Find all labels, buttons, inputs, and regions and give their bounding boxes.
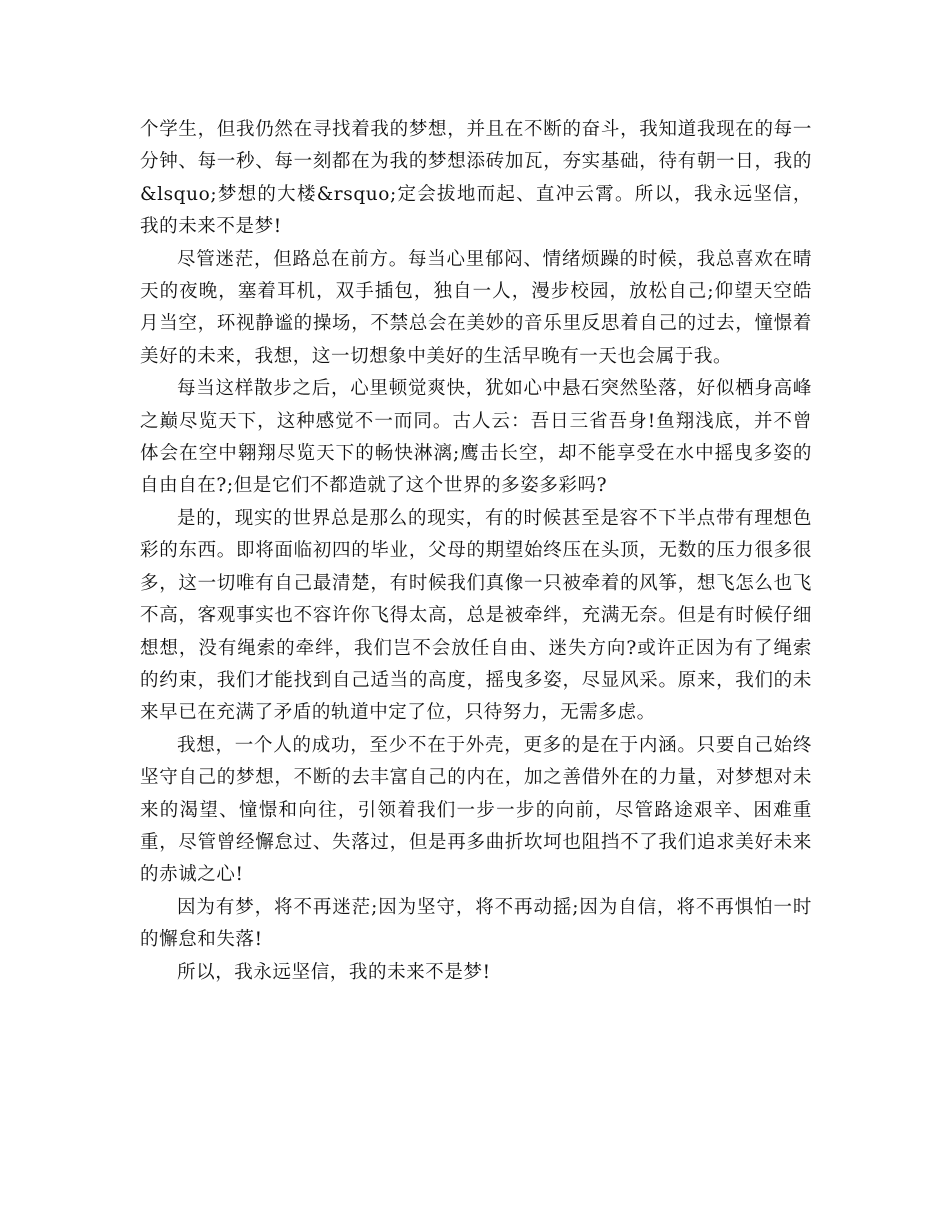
paragraph-2: 尽管迷茫，但路总在前方。每当心里郁闷、情绪烦躁的时候，我总喜欢在晴天的夜晚，塞着耳机，双手插包，独自一人，漫步校园，放松自己;仰望天空皓月当空，环视静谧的操场，不禁总会在美妙的音乐里反思着自己的过去，憧憬着美好的未来，我想，这一切想象中美好的生活早晚有一天也会属于我。: [140, 248, 812, 367]
paragraph-3: 每当这样散步之后，心里顿觉爽快，犹如心中悬石突然坠落，好似栖身高峰之巅尽览天下，这种感觉不一而同。古人云：吾日三省吾身!鱼翔浅底，并不曾体会在空中翱翔尽览天下的畅快淋漓;鹰击长空，却不能享受在水中摇曳多姿的自由自在?;但是它们不都造就了这个世界的多姿多彩吗?: [140, 378, 812, 497]
paragraph-1: 个学生，但我仍然在寻找着我的梦想，并且在不断的奋斗，我知道我现在的每一分钟、每一秒、每一刻都在为我的梦想添砖加瓦，夯实基础，待有朝一日，我的&lsquo;梦想的大楼&rsquo;定会拔地而起、直冲云霄。所以，我永远坚信，我的未来不是梦!: [140, 119, 812, 238]
paragraph-6: 因为有梦，将不再迷茫;因为坚守，将不再动摇;因为自信，将不再惧怕一时的懈怠和失落!: [140, 896, 812, 951]
paragraph-5: 我想，一个人的成功，至少不在于外壳，更多的是在于内涵。只要自己始终坚守自己的梦想，不断的去丰富自己的内在，加之善借外在的力量，对梦想对未来的渴望、憧憬和向往，引领着我们一步一步的向前，尽管路途艰辛、困难重重，尽管曾经懈怠过、失落过，但是再多曲折坎坷也阻挡不了我们追求美好未来的赤诚之心!: [140, 734, 812, 886]
paragraph-7: 所以，我永远坚信，我的未来不是梦!: [177, 961, 491, 983]
document-page: [140, 114, 812, 989]
paragraph-4: 是的，现实的世界总是那么的现实，有的时候甚至是容不下半点带有理想色彩的东西。即将面临初四的毕业，父母的期望始终压在头顶，无数的压力很多很多，这一切唯有自己最清楚，有时候我们真像一只被牵着的风筝，想飞怎么也飞不高，客观事实也不容许你飞得太高，总是被牵绊，充满无奈。但是有时候仔细想想，没有绳索的牵绊，我们岂不会放任自由、迷失方向?或许正因为有了绳索的约束，我们才能找到自己适当的高度，摇曳多姿，尽显风采。原来，我们的未来早已在充满了矛盾的轨道中定了位，只待努力，无需多虑。: [140, 507, 812, 724]
